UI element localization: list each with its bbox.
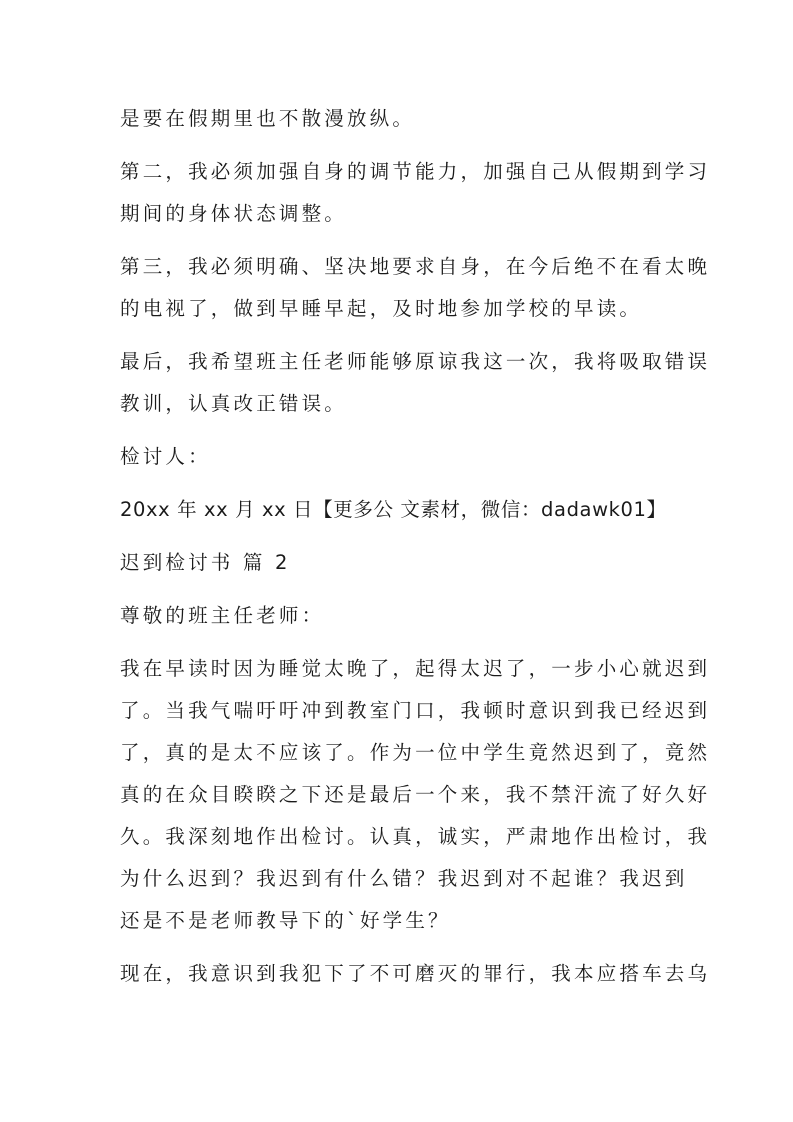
date-line (120, 489, 680, 531)
text-line: 尊敬的班主任老师： (120, 604, 325, 627)
paragraph (120, 98, 680, 140)
text-line: 现在，我意识到我犯下了不可磨灭的罪行，我本应搭车去乌 (120, 962, 711, 985)
text-line: 是要在假期里也不散漫放纵。 (120, 107, 416, 130)
text-line: 真的在众目睽睽之下还是最后一个来，我不禁汗流了好久好 (120, 783, 711, 806)
text-line: 的电视了，做到早睡早起，及时地参加学校的早读。 (120, 297, 643, 320)
text-line: 我在早读时因为睡觉太晚了，起得太迟了，一步小心就迟到 (120, 657, 711, 680)
text-line: 还是不是老师教导下的`好学生？ (120, 909, 451, 932)
signature-line (120, 436, 680, 478)
text-line: 期间的身体状态调整。 (120, 202, 348, 225)
paragraph (120, 648, 711, 942)
paragraph (120, 151, 711, 235)
text-line: 为什么迟到？我迟到有什么错？我迟到对不起谁？我迟到 (120, 867, 688, 890)
section-heading (120, 542, 680, 584)
text-line: 了。当我气喘吁吁冲到教室门口，我顿时意识到我已经迟到 (120, 699, 711, 722)
text-line: 了，真的是太不应该了。作为一位中学生竟然迟到了，竟然 (120, 741, 711, 764)
document-body (120, 98, 711, 1006)
text-line: 20xx 年 xx 月 xx 日【更多公 文素材，微信：dadawk01】 (120, 498, 667, 521)
text-line: 久。我深刻地作出检讨。认真，诚实，严肃地作出检讨，我 (120, 825, 711, 848)
text-line: 检讨人： (120, 445, 211, 468)
text-line: 第三，我必须明确、坚决地要求自身，在今后绝不在看太晚 (120, 255, 711, 278)
paragraph (120, 953, 711, 995)
text-line: 最后，我希望班主任老师能够原谅我这一次，我将吸取错误 (120, 350, 711, 373)
salutation (120, 595, 680, 637)
text-line: 迟到检讨书 篇 2 (120, 551, 291, 574)
text-line: 第二，我必须加强自身的调节能力，加强自己从假期到学习 (120, 160, 711, 183)
paragraph (120, 246, 711, 330)
paragraph (120, 341, 711, 425)
text-line: 教训，认真改正错误。 (120, 392, 348, 415)
